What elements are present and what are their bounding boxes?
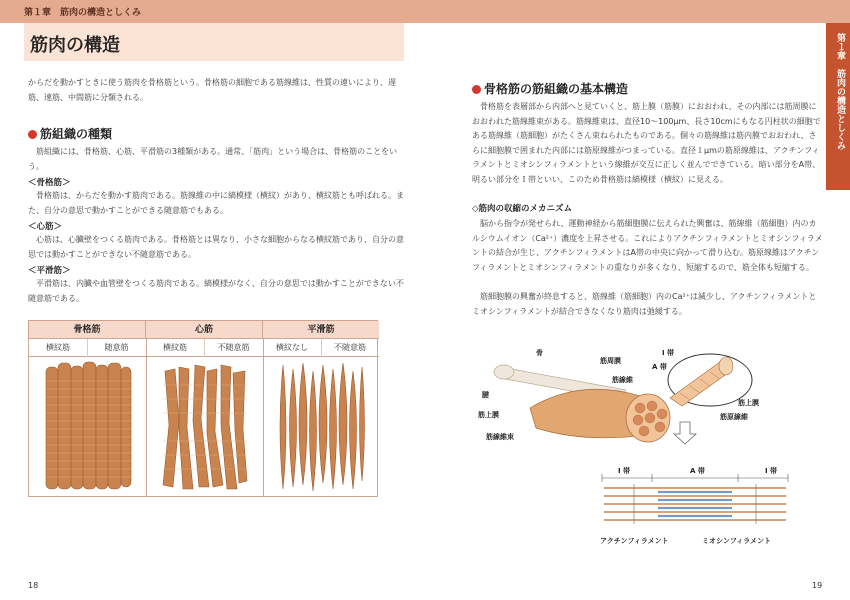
- label-fiber: 筋線維: [612, 376, 633, 384]
- smooth-heading: ＜平滑筋＞: [28, 266, 71, 276]
- smooth-paragraph: 平滑筋は、内臓や血管壁をつくる筋肉である。縞模様がなく、自分の意思では動かすことができない不随意筋である。: [28, 279, 404, 303]
- label-sarcolemma: 筋上膜: [738, 399, 759, 407]
- table-attr: 不随意筋: [321, 339, 379, 357]
- label-myofibril: 筋原線維: [720, 413, 748, 421]
- table-attr: 横紋なし: [263, 339, 321, 357]
- title-band: [24, 23, 404, 61]
- muscle-structure-diagram: [470, 338, 770, 450]
- sarcomere-diagram: [600, 472, 790, 534]
- bullet-dot-icon: [472, 85, 481, 94]
- label-epimysium: 筋上膜: [478, 411, 499, 419]
- top-header-bar: [0, 0, 850, 23]
- table-attr: 随意筋: [87, 339, 146, 357]
- table-attr: 横紋筋: [146, 339, 204, 357]
- label-tendon: 腱: [482, 391, 489, 399]
- page-number-right: 19: [812, 581, 823, 590]
- label-perimysium: 筋周膜: [600, 357, 621, 365]
- skeletal-heading: ＜骨格筋＞: [28, 178, 71, 188]
- skeletal-muscle-illustration: [41, 361, 135, 493]
- section-heading-text: 筋組織の種類: [40, 127, 113, 141]
- contraction-paragraph-2: 筋細胞膜の興奮が終息すると、筋線維（筋細胞）内のCa²⁺は減少し、アクチンフィラメントとミオシンフィラメントが結合できなくなり筋肉は弛緩する。: [472, 292, 817, 316]
- label-bone: 骨: [536, 349, 543, 357]
- table-attr: 横紋筋: [29, 339, 87, 357]
- label-lower-i-band-2: I 帯: [765, 467, 778, 475]
- label-fascicle: 筋線維束: [486, 433, 514, 441]
- smooth-muscle-illustration: [275, 361, 369, 493]
- table-header-skeletal: 骨格筋: [29, 321, 146, 339]
- label-a-band: A 帯: [652, 363, 667, 371]
- chapter-tag: 第１章 筋肉の構造としくみ: [24, 8, 142, 18]
- section-heading-tissue-types: [28, 125, 112, 142]
- label-i-band: I 帯: [662, 349, 675, 357]
- muscle-type-table: [28, 320, 378, 497]
- section-heading-text: 骨格筋の筋組織の基本構造: [484, 82, 629, 96]
- page-number-left: 18: [28, 581, 39, 590]
- intro-paragraph: からだを動かすときに使う筋肉を骨格筋という。骨格筋の細胞である筋線維は、性質の違いにより、遅筋、速筋、中間筋に分類される。: [28, 78, 396, 102]
- contraction-subheading: ◇筋肉の収縮のメカニズム: [472, 204, 573, 214]
- side-tab-label: 第１章 筋肉の構造としくみ: [835, 33, 845, 150]
- table-header-smooth: 平滑筋: [263, 321, 379, 339]
- cardiac-heading: ＜心筋＞: [28, 222, 63, 232]
- cardiac-paragraph: 心筋は、心臓壁をつくる筋肉である。骨格筋とは異なり、小さな細胞からなる横紋筋であり、自分の意思では動かすことができない不随意筋である。: [28, 235, 404, 259]
- contraction-paragraph-1: 脳から指令が発せられ、運動神経から筋細胞膜に伝えられた興奮は、筋線維（筋細胞）内のカルシウムイオン（Ca²⁺）濃度を上昇させる。これによりアクチンフィラメントとミオシンフィラメントの結合が生じ、アクチンフィラメントはA帯の中央に向かって滑り込む。筋原線維はアクチンフィラメントとミオシンフィラメントの重なりが多くなり、短縮するので、筋全体も短縮する。: [472, 219, 823, 272]
- bullet-dot-icon: [28, 130, 37, 139]
- skeletal-paragraph: 骨格筋は、からだを動かす筋肉である。筋線維の中に縞模様（横紋）があり、横紋筋とも呼ばれる。また、自分の意思で動かすことができる随意筋でもある。: [28, 191, 404, 215]
- label-lower-i-band-1: I 帯: [618, 467, 631, 475]
- table-attr: 不随意筋: [204, 339, 263, 357]
- section-heading-skeletal-structure: [472, 80, 628, 97]
- tissue-types-paragraph: 筋組織には、骨格筋、心筋、平滑筋の3種類がある。通常、「筋肉」という場合は、骨格筋のことをいう。: [28, 147, 398, 171]
- table-header-cardiac: 心筋: [146, 321, 263, 339]
- cardiac-muscle-illustration: [157, 361, 253, 493]
- page-title: 筋肉の構造: [30, 35, 120, 56]
- label-lower-a-band: A 帯: [690, 467, 705, 475]
- label-myosin: ミオシンフィラメント: [702, 537, 772, 545]
- chapter-side-tab[interactable]: [826, 23, 850, 190]
- label-actin: アクチンフィラメント: [600, 537, 669, 545]
- skeletal-structure-paragraph: 骨格筋を表層部から内部へと見ていくと、筋上膜（筋膜）におおわれ、その内部には筋周膜におおわれた筋線維束がある。筋線維束は、直径10〜100μm、長さ10cmにもなる円柱状の細胞である筋線維（筋細胞）がたくさん束ねられたものである。個々の筋線維は筋内膜でおおわれ、さらに細胞膜で囲まれた内部には筋原線維がつまっている。直径１μmの筋原線維は、アクチンフィラメントとミオシンフィラメントという線維が交互に正しく並んでできている。暗い部分をA帯、明るい部分をＩ帯といい、このため骨格筋は縞模様（横紋）に見える。: [472, 102, 821, 184]
